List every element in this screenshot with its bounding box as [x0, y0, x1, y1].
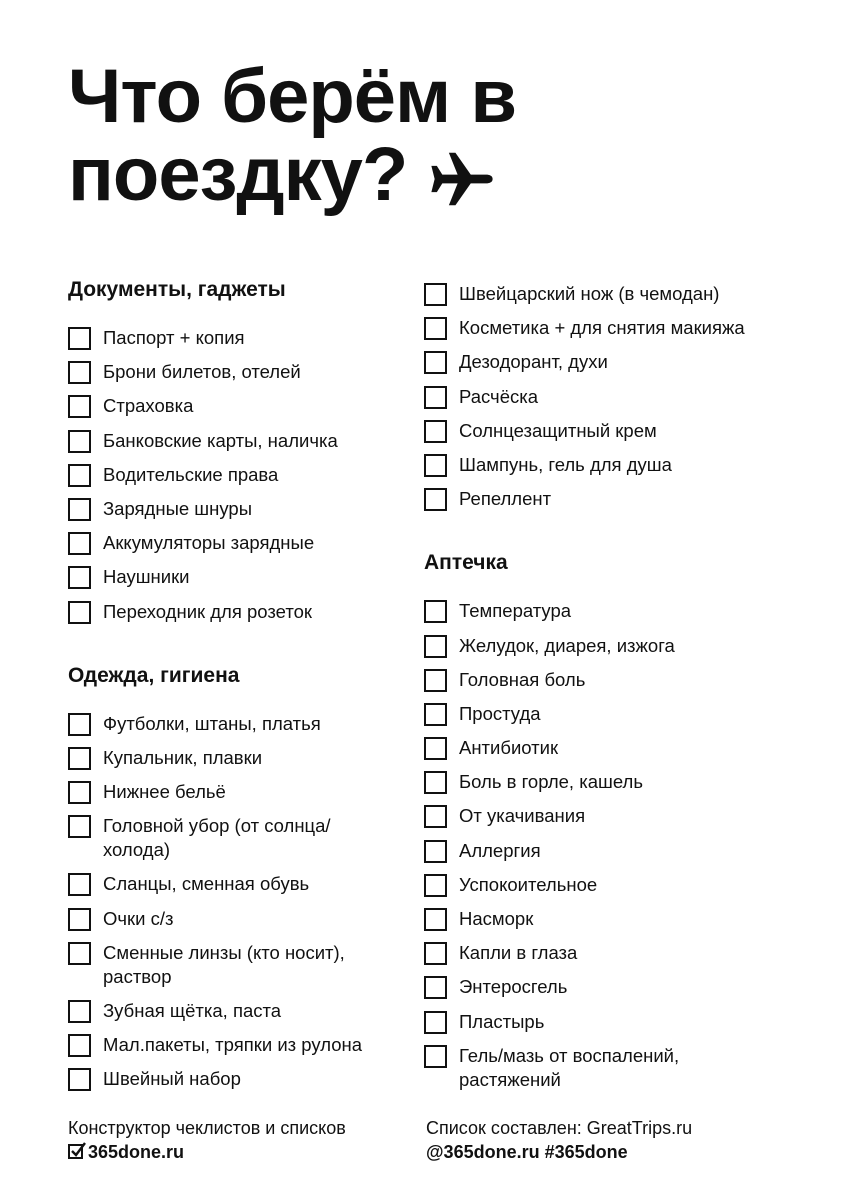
checkbox[interactable] — [68, 1068, 91, 1091]
checkbox[interactable] — [68, 601, 91, 624]
airplane-icon — [427, 144, 497, 214]
checklist-item[interactable] — [68, 999, 408, 1023]
checklist-item-label: Купальник, плавки — [103, 746, 263, 768]
checkbox[interactable] — [424, 600, 447, 623]
checklist-item-label: Дезодорант, духи — [459, 351, 608, 373]
checklist-item[interactable] — [68, 326, 408, 350]
checklist-continued — [424, 282, 824, 511]
section-title: Аптечка — [424, 551, 508, 575]
checklist-item[interactable] — [424, 316, 824, 340]
checklist-item-label: Очки с/з — [103, 907, 174, 929]
checkbox[interactable] — [68, 815, 91, 838]
checklist-item[interactable] — [424, 453, 824, 477]
checklist — [68, 326, 408, 624]
checklist-item[interactable] — [424, 907, 824, 931]
checklist-item[interactable] — [68, 814, 408, 862]
checklist-item-label: Водительские права — [103, 463, 279, 485]
checkbox[interactable] — [424, 1045, 447, 1068]
checklist-item-label: Головной убор (от солнца/ холода) — [103, 815, 331, 861]
checkbox[interactable] — [424, 703, 447, 726]
checklist-item[interactable] — [424, 770, 824, 794]
checklist-item[interactable] — [68, 907, 408, 931]
checklist-item[interactable] — [68, 394, 408, 418]
checkbox[interactable] — [68, 713, 91, 736]
checkbox-checked-icon — [68, 1142, 86, 1160]
checklist-item-label: Гель/мазь от воспалений, растяжений — [459, 1044, 680, 1090]
checklist-item[interactable] — [424, 419, 824, 443]
checklist-item-label: Банковские карты, наличка — [103, 429, 338, 451]
checkbox[interactable] — [68, 361, 91, 384]
checklist-item-label: Брони билетов, отелей — [103, 361, 301, 383]
footer-left — [68, 1116, 346, 1164]
checklist-item-label: Желудок, диарея, изжога — [459, 634, 675, 656]
checklist-item[interactable] — [68, 600, 408, 624]
checkbox[interactable] — [424, 908, 447, 931]
checkbox[interactable] — [68, 781, 91, 804]
checklist-item-label: Солнцезащитный крем — [459, 419, 657, 441]
checkbox[interactable] — [424, 771, 447, 794]
page-title — [68, 54, 688, 217]
checklist-item[interactable] — [68, 429, 408, 453]
title-line-2: поездку? — [68, 132, 408, 217]
checklist-item[interactable] — [424, 1044, 824, 1092]
checkbox[interactable] — [68, 395, 91, 418]
checklist-item[interactable] — [424, 702, 824, 726]
checkbox[interactable] — [68, 1034, 91, 1057]
checklist-item[interactable] — [68, 712, 408, 736]
checklist-item[interactable] — [68, 1033, 408, 1057]
checklist-item[interactable] — [68, 565, 408, 589]
checklist-item[interactable] — [424, 873, 824, 897]
checklist-item-label: Переходник для розеток — [103, 600, 312, 622]
checkbox[interactable] — [424, 1011, 447, 1034]
checklist-item-label: Головная боль — [459, 668, 586, 690]
checklist-item[interactable] — [68, 1067, 408, 1091]
checklist-item[interactable] — [424, 839, 824, 863]
checklist-item-label: Репеллент — [459, 488, 552, 510]
checklist-item-label: Зарядные шнуры — [103, 497, 252, 519]
checkbox[interactable] — [424, 283, 447, 306]
checkbox[interactable] — [424, 351, 447, 374]
checkbox[interactable] — [68, 942, 91, 965]
checkbox[interactable] — [424, 737, 447, 760]
checklist-item-label: Сменные линзы (кто носит), раствор — [103, 941, 345, 987]
checklist-item-label: Энтеросгель — [459, 976, 568, 998]
checklist-item-label: Зубная щётка, паста — [103, 1000, 282, 1021]
checklist-item[interactable] — [424, 1010, 824, 1034]
checklist-item[interactable] — [424, 941, 824, 965]
checklist-item-label: Швейный набор — [103, 1068, 241, 1090]
checklist-item-label: Шампунь, гель для душа — [459, 453, 672, 475]
checklist — [424, 599, 824, 1091]
section-title: Одежда, гигиена — [68, 663, 240, 687]
checklist-item[interactable] — [424, 668, 824, 692]
checklist-item-label: Наушники — [103, 566, 190, 588]
footer-constructor-text: Конструктор чеклистов и списков — [68, 1118, 346, 1138]
footer-hashtags[interactable]: @365done.ru #365done — [426, 1142, 628, 1162]
checkbox[interactable] — [68, 430, 91, 453]
checkbox[interactable] — [424, 942, 447, 965]
checkbox[interactable] — [68, 1000, 91, 1023]
checklist-item-label: Сланцы, сменная обувь — [103, 873, 310, 895]
checklist-item[interactable] — [68, 497, 408, 521]
title-line-2-wrap — [68, 132, 497, 217]
checklist-item[interactable] — [68, 941, 408, 989]
checkbox[interactable] — [424, 454, 447, 477]
checkbox[interactable] — [424, 669, 447, 692]
checkbox[interactable] — [68, 464, 91, 487]
right-column — [424, 282, 824, 1102]
checklist-item-label: Страховка — [103, 395, 194, 417]
checkbox[interactable] — [68, 566, 91, 589]
footer-right — [426, 1116, 692, 1164]
checklist-item[interactable] — [68, 360, 408, 384]
checklist-item-label: От укачивания — [459, 805, 586, 827]
checkbox[interactable] — [68, 908, 91, 931]
section-title: Документы, гаджеты — [68, 278, 286, 301]
checkbox[interactable] — [424, 386, 447, 409]
checkbox[interactable] — [68, 498, 91, 521]
checkbox[interactable] — [68, 747, 91, 770]
checkbox[interactable] — [424, 635, 447, 658]
checklist-item-label: Косметика + для снятия макияжа — [459, 317, 745, 339]
left-column — [68, 276, 408, 1102]
checkbox[interactable] — [68, 532, 91, 555]
footer-site-link-wrap — [68, 1140, 346, 1164]
checkbox[interactable] — [68, 327, 91, 350]
checklist-item-label: Расчёска — [459, 385, 539, 407]
checklist-item[interactable] — [68, 780, 408, 804]
checkbox[interactable] — [424, 805, 447, 828]
checklist-item[interactable] — [424, 385, 824, 409]
checklist-item[interactable] — [424, 804, 824, 828]
title-line-1: Что берём в — [68, 54, 517, 139]
checklist-item[interactable] — [68, 872, 408, 896]
checklist-item-label: Футболки, штаны, платья — [103, 712, 321, 734]
checklist-item[interactable] — [68, 531, 408, 555]
checklist-item[interactable] — [424, 736, 824, 760]
checklist-item[interactable] — [424, 487, 824, 511]
checklist-item-label: Простуда — [459, 702, 541, 724]
checklist-item-label: Боль в горле, кашель — [459, 771, 643, 793]
checklist-item-label: Насморк — [459, 908, 534, 929]
checklist-item-label: Антибиотик — [459, 737, 559, 759]
checklist-item[interactable] — [424, 599, 824, 623]
checklist-item[interactable] — [424, 350, 824, 374]
checklist-item[interactable] — [424, 975, 824, 999]
checklist-item-label: Пластырь — [459, 1010, 545, 1032]
checklist-item[interactable] — [424, 634, 824, 658]
footer-site-link[interactable]: 365done.ru — [88, 1142, 185, 1162]
checklist-item[interactable] — [68, 746, 408, 770]
checkbox[interactable] — [424, 840, 447, 863]
checklist-item-label: Аккумуляторы зарядные — [103, 532, 315, 554]
checklist-item-label: Паспорт + копия — [103, 327, 245, 348]
checklist-item[interactable] — [424, 282, 824, 306]
checkbox[interactable] — [424, 874, 447, 897]
checklist-item-label: Аллергия — [459, 839, 541, 861]
checklist-item[interactable] — [68, 463, 408, 487]
checklist-item-label: Мал.пакеты, тряпки из рулона — [103, 1034, 363, 1056]
checklist-item-label: Капли в глаза — [459, 942, 578, 964]
checklist-item-label: Швейцарский нож (в чемодан) — [459, 283, 720, 304]
checkbox[interactable] — [68, 873, 91, 896]
checkbox[interactable] — [424, 420, 447, 443]
checkbox[interactable] — [424, 488, 447, 511]
checklist — [68, 712, 408, 1092]
checklist-item-label: Нижнее бельё — [103, 781, 226, 803]
footer-author-text: Список составлен: GreatTrips.ru — [426, 1118, 693, 1138]
checkbox[interactable] — [424, 976, 447, 999]
checklist-item-label: Успокоительное — [459, 873, 598, 895]
checkbox[interactable] — [424, 317, 447, 340]
checklist-item-label: Температура — [459, 600, 572, 622]
